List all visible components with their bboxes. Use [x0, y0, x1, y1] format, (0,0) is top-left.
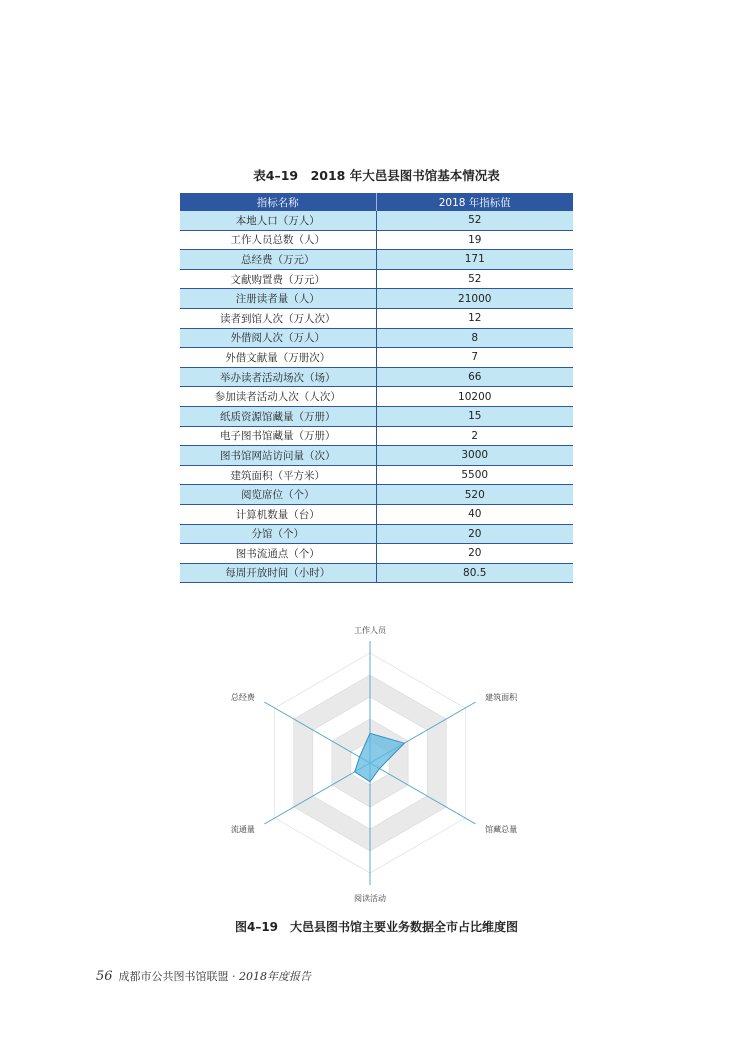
- page-footer: [96, 968, 311, 984]
- indicator-cell: 文献购置费（万元）: [180, 269, 376, 289]
- table-row: [180, 485, 573, 505]
- value-cell: 520: [376, 485, 573, 505]
- table-row: [180, 465, 573, 485]
- indicator-cell: 每周开放时间（小时）: [180, 563, 376, 583]
- report-name: 2018年度报告: [239, 970, 312, 983]
- value-cell: 19: [376, 230, 573, 250]
- value-cell: 20: [376, 544, 573, 564]
- value-cell: 80.5: [376, 563, 573, 583]
- value-cell: 20: [376, 524, 573, 544]
- table-row: [180, 230, 573, 250]
- indicator-cell: 分馆（个）: [180, 524, 376, 544]
- radar-axis-label: 总经费: [230, 693, 255, 702]
- col-header-value: 2018 年指标值: [376, 193, 573, 211]
- table-row: [180, 250, 573, 270]
- indicator-cell: 阅览席位（个）: [180, 485, 376, 505]
- table-row: [180, 446, 573, 466]
- indicator-cell: 外借阅人次（万人）: [180, 328, 376, 348]
- indicator-cell: 举办读者活动场次（场）: [180, 367, 376, 387]
- table-row: [180, 387, 573, 407]
- table-row: [180, 426, 573, 446]
- table-row: [180, 544, 573, 564]
- table-row: [180, 563, 573, 583]
- radar-axis-label: 建筑面积: [485, 693, 518, 702]
- publication-name: 成都市公共图书馆联盟 ·: [118, 970, 240, 983]
- indicator-cell: 本地人口（万人）: [180, 211, 376, 230]
- value-cell: 12: [376, 308, 573, 328]
- indicator-cell: 工作人员总数（人）: [180, 230, 376, 250]
- indicator-cell: 图书流通点（个）: [180, 544, 376, 564]
- table-row: [180, 289, 573, 309]
- radar-axis-label: 流通量: [230, 825, 255, 834]
- table-title: 表4–19 2018 年大邑县图书馆基本情况表: [253, 168, 500, 183]
- value-cell: 10200: [376, 387, 573, 407]
- value-cell: 52: [376, 211, 573, 230]
- radar-axis-label: 工作人员: [354, 626, 386, 635]
- table-row: [180, 348, 573, 368]
- value-cell: 66: [376, 367, 573, 387]
- value-cell: 2: [376, 426, 573, 446]
- indicator-cell: 参加读者活动人次（人次）: [180, 387, 376, 407]
- indicator-cell: 注册读者量（人）: [180, 289, 376, 309]
- radar-chart: [210, 620, 530, 910]
- value-cell: 52: [376, 269, 573, 289]
- indicator-cell: 图书馆网站访问量（次）: [180, 446, 376, 466]
- value-cell: 171: [376, 250, 573, 270]
- table-row: [180, 211, 573, 230]
- radar-axis-label: 馆藏总量: [485, 825, 518, 834]
- figure-caption: 图4–19 大邑县图书馆主要业务数据全市占比维度图: [234, 920, 519, 934]
- table-body: [180, 211, 573, 583]
- indicator-cell: 总经费（万元）: [180, 250, 376, 270]
- col-header-indicator: 指标名称: [180, 193, 376, 211]
- value-cell: 21000: [376, 289, 573, 309]
- table-row: [180, 406, 573, 426]
- indicator-cell: 外借文献量（万册次）: [180, 348, 376, 368]
- value-cell: 3000: [376, 446, 573, 466]
- table-row: [180, 308, 573, 328]
- page-number: 56: [96, 969, 113, 984]
- table-row: [180, 504, 573, 524]
- indicator-cell: 计算机数量（台）: [180, 504, 376, 524]
- table-row: [180, 269, 573, 289]
- table-row: [180, 328, 573, 348]
- value-cell: 5500: [376, 465, 573, 485]
- table-header-row: [180, 193, 573, 211]
- table-row: [180, 367, 573, 387]
- indicator-cell: 纸质资源馆藏量（万册）: [180, 406, 376, 426]
- value-cell: 15: [376, 406, 573, 426]
- value-cell: 7: [376, 348, 573, 368]
- indicator-cell: 读者到馆人次（万人次）: [180, 308, 376, 328]
- radar-axis-label: 阅读活动: [354, 894, 386, 903]
- indicator-cell: 建筑面积（平方米）: [180, 465, 376, 485]
- value-cell: 8: [376, 328, 573, 348]
- library-stats-table: [180, 193, 573, 583]
- table-row: [180, 524, 573, 544]
- indicator-cell: 电子图书馆藏量（万册）: [180, 426, 376, 446]
- value-cell: 40: [376, 504, 573, 524]
